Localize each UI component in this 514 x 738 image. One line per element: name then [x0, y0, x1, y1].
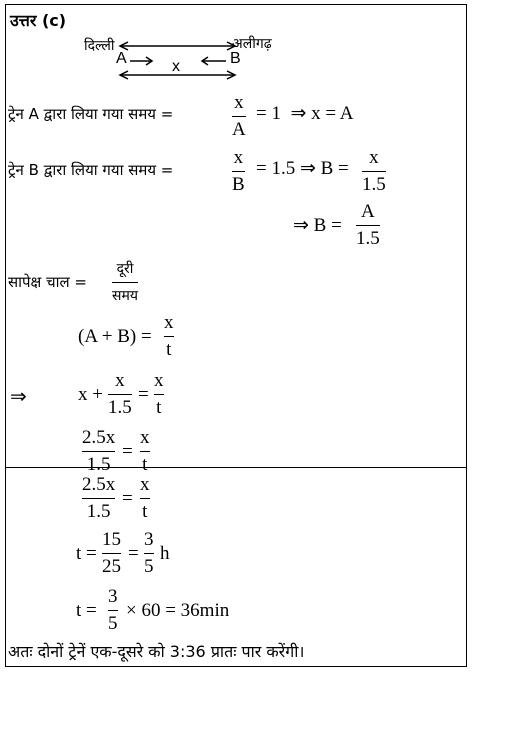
fraction-15-over-25	[102, 529, 121, 578]
denominator: 1.5	[356, 228, 380, 249]
train-b-result: = 1.5 ⇒ B =	[256, 158, 349, 179]
b-equals: ⇒ B =	[293, 215, 342, 236]
fraction-x-over-1-5	[108, 370, 132, 419]
fraction-distance-over-time	[112, 258, 138, 307]
fraction-x-over-t	[154, 370, 164, 419]
fraction-bar	[232, 116, 246, 117]
equals-sign: =	[122, 488, 133, 509]
fraction-x-over-t	[164, 312, 174, 361]
implies-arrow: ⇒	[10, 386, 27, 408]
denominator: 1.5	[108, 397, 132, 418]
fraction-3-over-5	[144, 529, 154, 578]
denominator: t	[142, 501, 148, 522]
fraction-2-5x-over-1-5	[82, 427, 115, 476]
answer-box-bottom	[5, 466, 467, 667]
numerator: x	[115, 370, 125, 391]
denominator: 25	[102, 556, 121, 577]
numerator: 3	[108, 586, 118, 607]
fraction-bar	[144, 553, 154, 554]
denominator: B	[232, 174, 245, 195]
numerator: x	[234, 92, 244, 113]
denominator: समय	[112, 288, 138, 304]
diagram-arrows	[80, 34, 290, 84]
fraction-bar	[82, 451, 115, 452]
fraction-bar	[140, 451, 150, 452]
denominator: 5	[144, 556, 154, 577]
equals-sign: =	[128, 543, 139, 564]
denominator: t	[142, 454, 148, 475]
numerator: x	[140, 427, 150, 448]
denominator: 1.5	[86, 501, 111, 522]
x-plus: x +	[78, 384, 103, 405]
fraction-bar	[232, 171, 245, 172]
fraction-bar	[164, 336, 174, 337]
minutes-result: × 60 = 36min	[126, 600, 230, 621]
equals-sign: =	[138, 384, 149, 405]
delhi-label: दिल्ली	[84, 38, 115, 54]
fraction-3-over-5	[108, 586, 118, 635]
fraction-bar	[154, 394, 164, 395]
denominator: A	[232, 119, 246, 140]
fraction-a-over-1-5	[356, 201, 380, 250]
train-b-time-label: ट्रेन B द्वारा लिया गया समय =	[8, 161, 174, 179]
numerator: A	[361, 201, 375, 222]
fraction-2-5x-over-1-5	[82, 474, 115, 523]
fraction-x-over-b	[232, 147, 245, 196]
numerator: 15	[102, 529, 121, 550]
point-b-label: B	[230, 50, 241, 67]
fraction-bar	[112, 282, 138, 283]
numerator: 2.5x	[82, 474, 116, 495]
hours-unit: h	[160, 543, 170, 564]
denominator: 1.5	[86, 454, 111, 475]
distance-x-label: x	[172, 58, 180, 75]
fraction-x-over-a	[232, 92, 246, 141]
numerator: x	[233, 147, 244, 168]
denominator: t	[156, 397, 162, 418]
equals-sign: =	[122, 441, 133, 462]
conclusion-text: अतः दोनों ट्रेनें एक-दूसरे को 3:36 प्रातः पार करेंगी।	[8, 642, 305, 661]
fraction-x-over-1-5	[362, 147, 386, 196]
t-equals: t =	[76, 543, 97, 564]
t-equals: t =	[76, 600, 97, 621]
fraction-x-over-t	[140, 474, 150, 523]
denominator: t	[166, 339, 172, 360]
numerator: x	[154, 370, 164, 391]
numerator: 3	[144, 529, 154, 550]
answer-heading: उत्तर (c)	[10, 11, 67, 30]
numerator: x	[140, 474, 150, 495]
fraction-bar	[140, 498, 150, 499]
numerator: दूरी	[116, 261, 134, 277]
point-a-label: A	[116, 50, 127, 67]
denominator: 5	[108, 613, 118, 634]
numerator: x	[164, 312, 174, 333]
numerator: 2.5x	[82, 427, 116, 448]
fraction-x-over-t	[140, 427, 150, 476]
numerator: x	[369, 147, 379, 168]
fraction-bar	[102, 553, 121, 554]
fraction-bar	[108, 610, 118, 611]
train-a-result: = 1 ⇒ x = A	[256, 103, 354, 124]
fraction-bar	[356, 225, 380, 226]
a-plus-b: (A + B) =	[78, 326, 152, 347]
denominator: 1.5	[362, 174, 386, 195]
fraction-bar	[82, 498, 115, 499]
aligarh-label: अलीगढ़	[232, 36, 272, 52]
distance-diagram	[80, 34, 290, 84]
fraction-bar	[108, 394, 132, 395]
fraction-bar	[362, 171, 386, 172]
train-a-time-label: ट्रेन A द्वारा लिया गया समय =	[8, 105, 174, 123]
relative-speed-label: सापेक्ष चाल =	[8, 273, 87, 291]
